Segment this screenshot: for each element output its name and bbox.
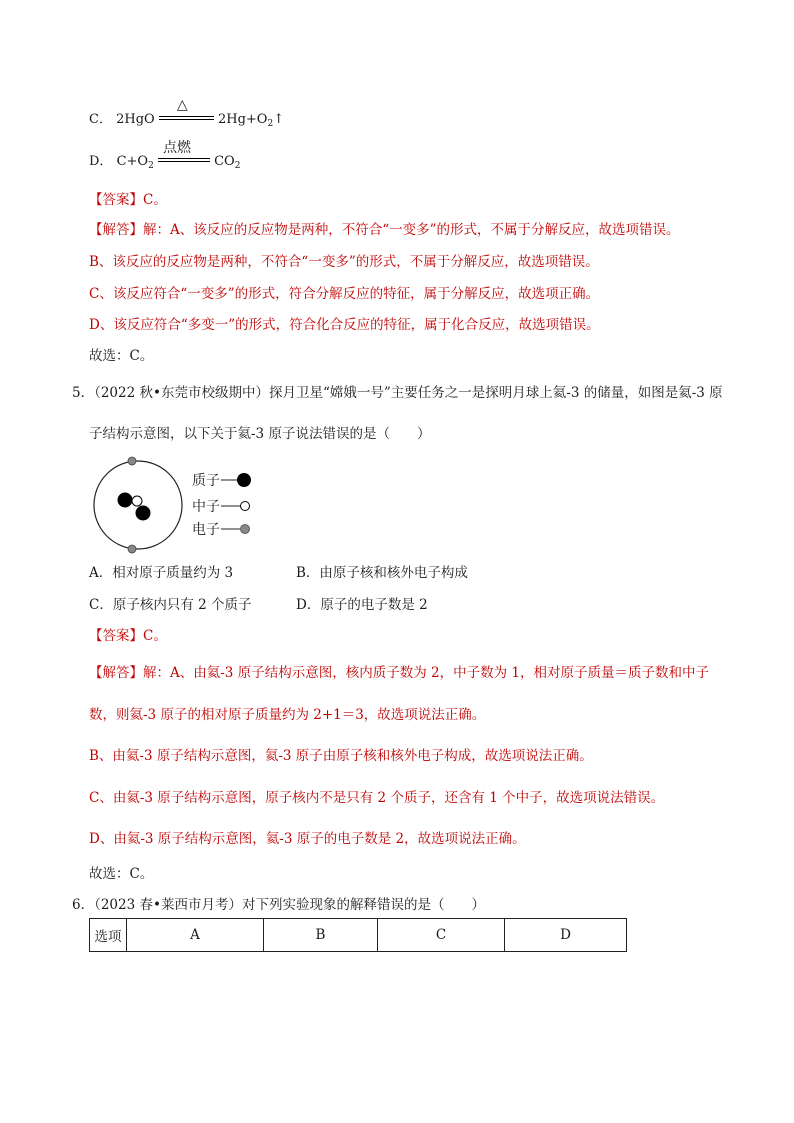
question-source: （2022 秋•东莞市校级期中） xyxy=(94,385,269,401)
q4-analysis-line-4: D、该反应符合“多变一”的形式，符合化合反应的特征，属于化合反应，故选项错误。 xyxy=(89,317,600,333)
legend-proton-label: 质子 xyxy=(192,473,220,489)
table-header-cell: C xyxy=(378,919,505,952)
legend-proton-dot xyxy=(237,473,251,487)
q5-option-a: A．相对原子质量约为 3 xyxy=(89,565,234,581)
answer-value: C。 xyxy=(143,192,167,208)
answer-tag: 【答案】 xyxy=(89,628,143,644)
product: $2Hg+O_2↑$ xyxy=(217,112,285,129)
q5-answer xyxy=(89,624,167,644)
q6-stem: 6．（2023 春•莱西市月考）对下列实验现象的解释错误的是（ ） xyxy=(72,897,485,913)
legend-electron-dot xyxy=(241,525,250,534)
legend-electron-label: 电子 xyxy=(192,522,220,538)
condition-heat-symbol: △ xyxy=(176,97,188,113)
q6-options-table xyxy=(89,918,627,952)
answer-tag: 【答案】 xyxy=(89,192,143,208)
q5-stem-line-2: 子结构示意图，以下关于氦-3 原子说法错误的是（ ） xyxy=(89,426,431,442)
analysis-tag: 【解答】 xyxy=(89,222,143,238)
q4-option-d-equation xyxy=(89,140,241,171)
legend-neutron-label: 中子 xyxy=(192,499,220,515)
q5-analysis-line-5: D、由氦-3 原子结构示意图，氦-3 原子的电子数是 2，故选项说法正确。 xyxy=(89,831,526,847)
table-header-cell: D xyxy=(505,919,627,952)
analysis-tag: 【解答】 xyxy=(89,665,143,681)
question-source: （2023 春•莱西市月考） xyxy=(94,897,242,913)
question-number: 6． xyxy=(72,897,95,913)
q5-analysis-line-1: 【解答】解：A、由氦-3 原子结构示意图，核内质子数为 2，中子数为 1，相对原子质量＝质子数和中子 xyxy=(89,665,709,681)
helium3-atom-diagram xyxy=(88,455,288,555)
q5-analysis-line-2: 数，则氦-3 原子的相对原子质量约为 2+1＝3，故选项说法正确。 xyxy=(89,707,486,723)
table-header-cell: B xyxy=(264,919,378,952)
equation-double-line xyxy=(159,116,214,120)
table-header-cell: A xyxy=(127,919,264,952)
option-label: C． xyxy=(89,112,112,127)
q4-answer xyxy=(89,188,167,208)
q4-analysis-line-3: C、该反应符合“一变多”的形式，符合分解反应的特征，属于分解反应，故选项正确。 xyxy=(89,286,600,302)
q5-stem-line-1: 5．（2022 秋•东莞市校级期中）探月卫星“嫦娥一号”主要任务之一是探明月球上氦-3 的储量，如图是氦-3 原 xyxy=(72,385,723,401)
q4-analysis-line-1: 【解答】解：A、该反应的反应物是两种，不符合“一变多”的形式，不属于分解反应，故选项错误。 xyxy=(89,222,680,238)
electron-top xyxy=(128,457,136,465)
neutron xyxy=(132,496,142,506)
proton-2 xyxy=(136,506,151,521)
answer-value: C。 xyxy=(143,628,167,644)
product: $CO_2$ xyxy=(214,154,241,171)
q4-analysis-line-2: B、该反应的反应物是两种，不符合“一变多”的形式，不属于分解反应，故选项错误。 xyxy=(89,254,599,270)
reactant: $C+O_2$ xyxy=(116,154,154,171)
q4-option-c-equation xyxy=(89,97,285,129)
q5-conclusion: 故选：C。 xyxy=(89,866,154,882)
table-header-row xyxy=(90,919,627,952)
question-number: 5． xyxy=(72,385,95,401)
equation-double-line xyxy=(158,158,210,162)
legend-neutron-dot xyxy=(241,502,250,511)
q4-conclusion: 故选：C。 xyxy=(89,348,154,364)
q5-analysis-line-3: B、由氦-3 原子结构示意图，氦-3 原子由原子核和核外电子构成，故选项说法正确。 xyxy=(89,748,593,764)
q5-analysis-line-4: C、由氦-3 原子结构示意图，原子核内不是只有 2 个质子，还含有 1 个中子，故选项说法错误。 xyxy=(89,790,665,806)
table-header-cell: 选项 xyxy=(90,919,127,952)
reactant: 2HgO xyxy=(116,112,155,127)
condition-ignite: 点燃 xyxy=(162,140,191,156)
q5-option-c: C．原子核内只有 2 个质子 xyxy=(89,597,252,613)
q5-option-d: D．原子的电子数是 2 xyxy=(296,597,428,613)
proton-1 xyxy=(118,493,133,508)
option-label: D． xyxy=(89,154,113,169)
q5-option-b: B．由原子核和核外电子构成 xyxy=(296,565,468,581)
electron-bottom xyxy=(128,545,136,553)
